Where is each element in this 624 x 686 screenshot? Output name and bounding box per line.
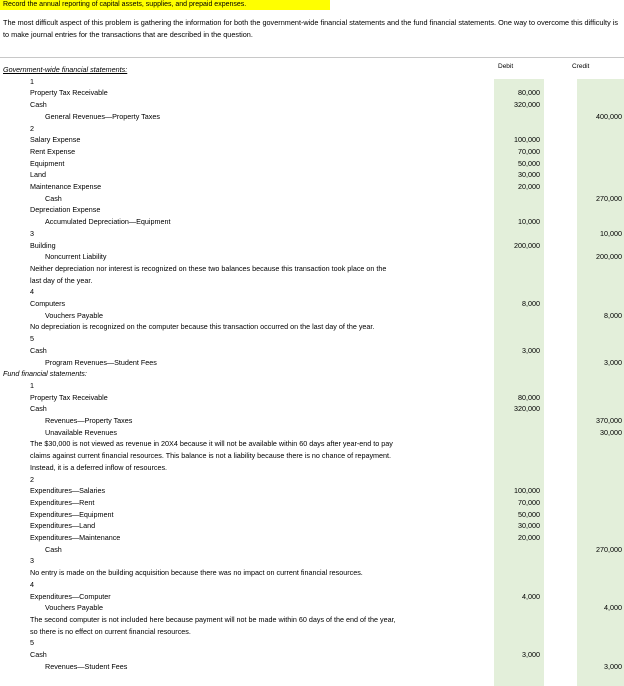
row-label: Expenditures—Land: [30, 521, 96, 531]
debit-column-header: Debit: [498, 63, 514, 70]
debit-amount: 30,000: [518, 170, 540, 180]
row-label: Cash: [45, 544, 62, 554]
journal-row: [0, 204, 624, 216]
row-label: 1: [30, 380, 34, 390]
journal-row: [0, 181, 624, 193]
journal-row: [0, 380, 624, 392]
journal-row: [0, 462, 624, 474]
row-label: Depreciation Expense: [30, 205, 101, 215]
row-label: Computers: [30, 299, 66, 308]
journal-row: [0, 333, 624, 345]
journal-row: [0, 368, 624, 380]
journal-row: [0, 263, 624, 275]
credit-amount: 270,000: [596, 193, 622, 203]
journal-row: [0, 298, 624, 310]
row-label: Cash: [30, 404, 47, 414]
credit-amount: 370,000: [596, 416, 622, 425]
journal-row: [0, 474, 624, 486]
row-label: Expenditures—Equipment: [30, 509, 114, 519]
debit-amount: 320,000: [514, 100, 540, 110]
row-label: Revenues—Property Taxes: [45, 416, 133, 425]
credit-amount: 3,000: [604, 357, 622, 367]
journal-row: [0, 520, 624, 532]
row-label: Cash: [30, 100, 47, 110]
debit-amount: 8,000: [522, 299, 540, 308]
journal-row: [0, 392, 624, 404]
journal-row: [0, 427, 624, 439]
journal-row: [0, 649, 624, 661]
credit-column-header: Credit: [572, 63, 590, 70]
row-label: so there is no effect on current financial resources.: [30, 626, 191, 636]
row-label: Unavailable Revenues: [45, 427, 117, 437]
journal-row: [0, 591, 624, 603]
journal-row: [0, 321, 624, 333]
row-label: Vouchers Payable: [45, 310, 103, 320]
row-label: Noncurrent Liability: [45, 252, 107, 262]
row-label: 1: [30, 76, 34, 86]
row-label: 4: [30, 579, 34, 589]
row-label: Cash: [30, 650, 47, 659]
journal-row: [0, 169, 624, 181]
journal-sheet: [0, 57, 624, 686]
row-label: Cash: [30, 345, 47, 355]
journal-row: [0, 99, 624, 111]
row-label: Equipment: [30, 158, 65, 168]
journal-row: [0, 450, 624, 462]
row-label: Instead, it is a deferred inflow of resources.: [30, 462, 168, 472]
journal-row: [0, 146, 624, 158]
instruction-banner: Record the annual reporting of capital assets, supplies, and prepaid expenses.: [0, 0, 330, 10]
row-label: The $30,000 is not viewed as revenue in 20X4 because it will not be available within 60 days after year-end to pay: [30, 439, 393, 449]
journal-row: [0, 485, 624, 497]
row-label: Property Tax Receivable: [30, 88, 108, 98]
row-label: 5: [30, 638, 34, 648]
credit-amount: 8,000: [604, 310, 622, 320]
debit-amount: 3,000: [522, 345, 540, 355]
row-label: 2: [30, 123, 34, 133]
header-divider: [0, 57, 624, 58]
credit-amount: 4,000: [604, 603, 622, 613]
row-label: Rent Expense: [30, 146, 76, 156]
journal-row: [0, 134, 624, 146]
journal-row: [0, 602, 624, 614]
debit-amount: 50,000: [518, 509, 540, 519]
journal-row: [0, 626, 624, 638]
debit-amount: 80,000: [518, 88, 540, 98]
journal-row: [0, 111, 624, 123]
journal-row: [0, 123, 624, 135]
row-label: Neither depreciation nor interest is recognized on these two balances because this transaction took place on the: [30, 263, 387, 273]
journal-row: [0, 532, 624, 544]
journal-row: [0, 345, 624, 357]
journal-row: [0, 251, 624, 263]
credit-amount: 270,000: [596, 544, 622, 554]
row-label: 5: [30, 334, 34, 344]
journal-row: [0, 216, 624, 228]
journal-row: [0, 555, 624, 567]
row-label: claims against current financial resources. This balance is not a liability because there is no chance of repayment.: [30, 451, 392, 461]
row-label: Cash: [45, 193, 62, 203]
journal-row: [0, 275, 624, 287]
debit-amount: 70,000: [518, 497, 540, 507]
row-label: Accumulated Depreciation—Equipment: [45, 217, 171, 227]
journal-row: [0, 193, 624, 205]
row-label: The second computer is not included here because payment will not be made within 60 days of the end of the year,: [30, 614, 396, 624]
journal-row: [0, 415, 624, 427]
journal-row: [0, 357, 624, 369]
debit-amount: 100,000: [514, 135, 540, 145]
journal-row: [0, 438, 624, 450]
journal-row: [0, 310, 624, 322]
credit-amount: 10,000: [600, 228, 622, 238]
intro-paragraph: The most difficult aspect of this problem is gathering the information for both the government-wide financial statements and the fund financial statements. One way to overcome this difficulty is to make journal entries for the transactions that are described in the question.: [3, 18, 619, 39]
row-label: No depreciation is recognized on the computer because this transaction occurred on the last day of the year.: [30, 322, 375, 332]
row-label: 3: [30, 556, 34, 566]
journal-row: [0, 64, 624, 76]
row-label: Land: [30, 170, 46, 180]
journal-row: [0, 637, 624, 649]
row-label: Expenditures—Salaries: [30, 486, 106, 496]
journal-row: [0, 509, 624, 521]
journal-row: [0, 240, 624, 252]
journal-row: [0, 614, 624, 626]
row-label: 3: [30, 228, 34, 238]
debit-amount: 80,000: [518, 392, 540, 402]
journal-row: [0, 228, 624, 240]
journal-row: [0, 87, 624, 99]
row-label: Maintenance Expense: [30, 182, 102, 191]
row-label: 2: [30, 474, 34, 484]
debit-amount: 10,000: [518, 217, 540, 227]
debit-amount: 100,000: [514, 486, 540, 496]
debit-amount: 30,000: [518, 521, 540, 531]
credit-amount: 400,000: [596, 111, 622, 121]
section-heading: Fund financial statements:: [3, 369, 87, 379]
row-label: last day of the year.: [30, 275, 93, 285]
credit-amount: 30,000: [600, 427, 622, 437]
debit-amount: 320,000: [514, 404, 540, 414]
debit-amount: 3,000: [522, 650, 540, 659]
journal-row: [0, 286, 624, 298]
row-label: Salary Expense: [30, 135, 81, 145]
debit-amount: 20,000: [518, 182, 540, 191]
row-label: Vouchers Payable: [45, 603, 103, 613]
journal-row: [0, 497, 624, 509]
row-label: 4: [30, 287, 34, 297]
debit-amount: 20,000: [518, 533, 540, 542]
journal-row: [0, 544, 624, 556]
row-label: Expenditures—Rent: [30, 497, 95, 507]
journal-row: [0, 661, 624, 673]
journal-row: [0, 158, 624, 170]
row-label: Property Tax Receivable: [30, 392, 108, 402]
debit-amount: 4,000: [522, 591, 540, 601]
row-label: No entry is made on the building acquisition because there was no impact on current financial resources.: [30, 568, 363, 578]
journal-row: [0, 567, 624, 579]
row-label: General Revenues—Property Taxes: [45, 111, 160, 121]
credit-amount: 200,000: [596, 252, 622, 262]
debit-amount: 70,000: [518, 146, 540, 156]
debit-amount: 200,000: [514, 240, 540, 250]
row-label: Expenditures—Computer: [30, 591, 111, 601]
journal-row: [0, 579, 624, 591]
credit-amount: 3,000: [604, 661, 622, 671]
journal-row: [0, 76, 624, 88]
row-label: Revenues—Student Fees: [45, 661, 128, 671]
row-label: Program Revenues—Student Fees: [45, 357, 157, 367]
row-label: Expenditures—Maintenance: [30, 533, 121, 542]
debit-amount: 50,000: [518, 158, 540, 168]
section-heading: Government-wide financial statements:: [3, 65, 128, 74]
journal-row: [0, 403, 624, 415]
row-label: Building: [30, 240, 56, 250]
